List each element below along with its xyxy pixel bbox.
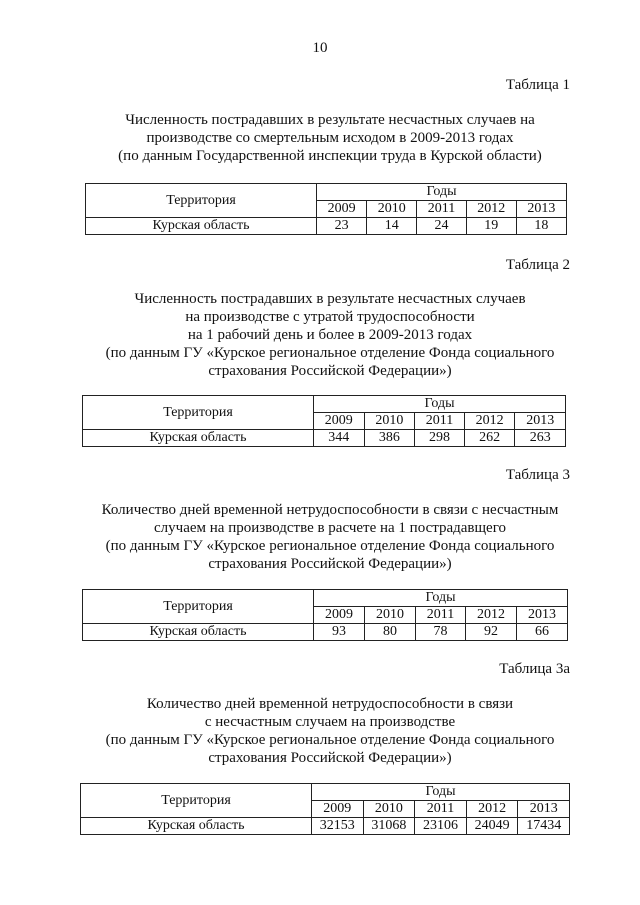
years-header: Годы	[314, 396, 566, 413]
table-3-heading	[60, 501, 600, 573]
year-cell: 2011	[415, 607, 465, 624]
value-cell: 92	[466, 624, 517, 641]
table-1-label: Таблица 1	[505, 77, 570, 93]
table-3a-label: Таблица 3а	[499, 661, 570, 677]
value-cell: 23106	[415, 818, 467, 835]
years-header: Годы	[317, 184, 567, 201]
territory-header: Территория	[81, 784, 312, 818]
heading-line: производстве со смертельным исходом в 2009-2013 годах	[146, 130, 514, 146]
heading-line: Численность пострадавших в результате несчастных случаев	[134, 291, 526, 307]
heading-line: на производстве с утратой трудоспособности	[185, 309, 475, 325]
year-cell: 2011	[415, 413, 465, 430]
year-cell: 2012	[464, 413, 515, 430]
heading-line: страхования Российской Федерации»)	[208, 363, 452, 379]
region-cell: Курская область	[83, 624, 314, 641]
heading-line: страхования Российской Федерации»)	[208, 750, 452, 766]
value-cell: 344	[314, 430, 365, 447]
year-cell: 2011	[415, 801, 467, 818]
territory-header: Территория	[83, 590, 314, 624]
territory-header: Территория	[86, 184, 317, 218]
year-cell: 2010	[363, 801, 415, 818]
value-cell: 262	[464, 430, 515, 447]
value-cell: 17434	[518, 818, 570, 835]
year-cell: 2009	[314, 413, 365, 430]
year-cell: 2009	[317, 201, 367, 218]
years-header: Годы	[312, 784, 570, 801]
year-cell: 2010	[364, 607, 415, 624]
table-3	[82, 589, 568, 641]
region-cell: Курская область	[81, 818, 312, 835]
year-cell: 2012	[466, 801, 518, 818]
table-3a	[80, 783, 570, 835]
table-header-row	[83, 396, 566, 413]
heading-line: Количество дней временной нетрудоспособности в связи с несчастным	[101, 502, 559, 518]
years-header: Годы	[314, 590, 568, 607]
table-header-row	[86, 184, 567, 201]
heading-line: случаем на производстве в расчете на 1 пострадавщего	[154, 520, 506, 536]
heading-line: с несчастным случаем на производстве	[204, 714, 456, 730]
heading-line: (по данным ГУ «Курское региональное отделение Фонда социального	[105, 732, 555, 748]
value-cell: 80	[364, 624, 415, 641]
value-cell: 32153	[312, 818, 364, 835]
year-cell: 2013	[516, 607, 567, 624]
heading-line: (по данным ГУ «Курское региональное отделение Фонда социального	[105, 345, 555, 361]
heading-line: страхования Российской Федерации»)	[208, 556, 452, 572]
table-row	[83, 430, 566, 447]
table-3a-heading	[60, 695, 600, 767]
table-2	[82, 395, 566, 447]
page-number: 10	[312, 40, 328, 56]
heading-line: (по данным Государственной инспекции труда в Курской области)	[118, 148, 542, 164]
value-cell: 263	[515, 430, 566, 447]
table-2-heading	[60, 290, 600, 380]
table-2-label: Таблица 2	[505, 257, 570, 273]
value-cell: 93	[314, 624, 365, 641]
region-cell: Курская область	[83, 430, 314, 447]
year-cell: 2011	[417, 201, 466, 218]
year-cell: 2013	[515, 413, 566, 430]
value-cell: 66	[516, 624, 567, 641]
year-cell: 2013	[518, 801, 570, 818]
heading-line: (по данным ГУ «Курское региональное отделение Фонда социального	[105, 538, 555, 554]
value-cell: 24	[417, 218, 466, 235]
value-cell: 19	[466, 218, 516, 235]
heading-line: Количество дней временной нетрудоспособности в связи	[146, 696, 514, 712]
heading-line: на 1 рабочий день и более в 2009-2013 годах	[187, 327, 473, 343]
value-cell: 23	[317, 218, 367, 235]
table-header-row	[83, 590, 568, 607]
table-1-heading	[60, 111, 600, 165]
value-cell: 24049	[466, 818, 518, 835]
year-cell: 2012	[466, 201, 516, 218]
table-row	[83, 624, 568, 641]
year-cell: 2012	[466, 607, 517, 624]
value-cell: 298	[415, 430, 465, 447]
year-cell: 2010	[367, 201, 417, 218]
table-row	[81, 818, 570, 835]
year-cell: 2010	[364, 413, 415, 430]
value-cell: 18	[516, 218, 566, 235]
heading-line: Численность пострадавших в результате несчастных случаев на	[125, 112, 535, 128]
value-cell: 386	[364, 430, 415, 447]
table-header-row	[81, 784, 570, 801]
table-row	[86, 218, 567, 235]
year-cell: 2009	[312, 801, 364, 818]
year-cell: 2013	[516, 201, 566, 218]
value-cell: 31068	[363, 818, 415, 835]
region-cell: Курская область	[86, 218, 317, 235]
year-cell: 2009	[314, 607, 365, 624]
table-1	[85, 183, 567, 235]
table-3-label: Таблица 3	[505, 467, 570, 483]
value-cell: 78	[415, 624, 465, 641]
territory-header: Территория	[83, 396, 314, 430]
value-cell: 14	[367, 218, 417, 235]
